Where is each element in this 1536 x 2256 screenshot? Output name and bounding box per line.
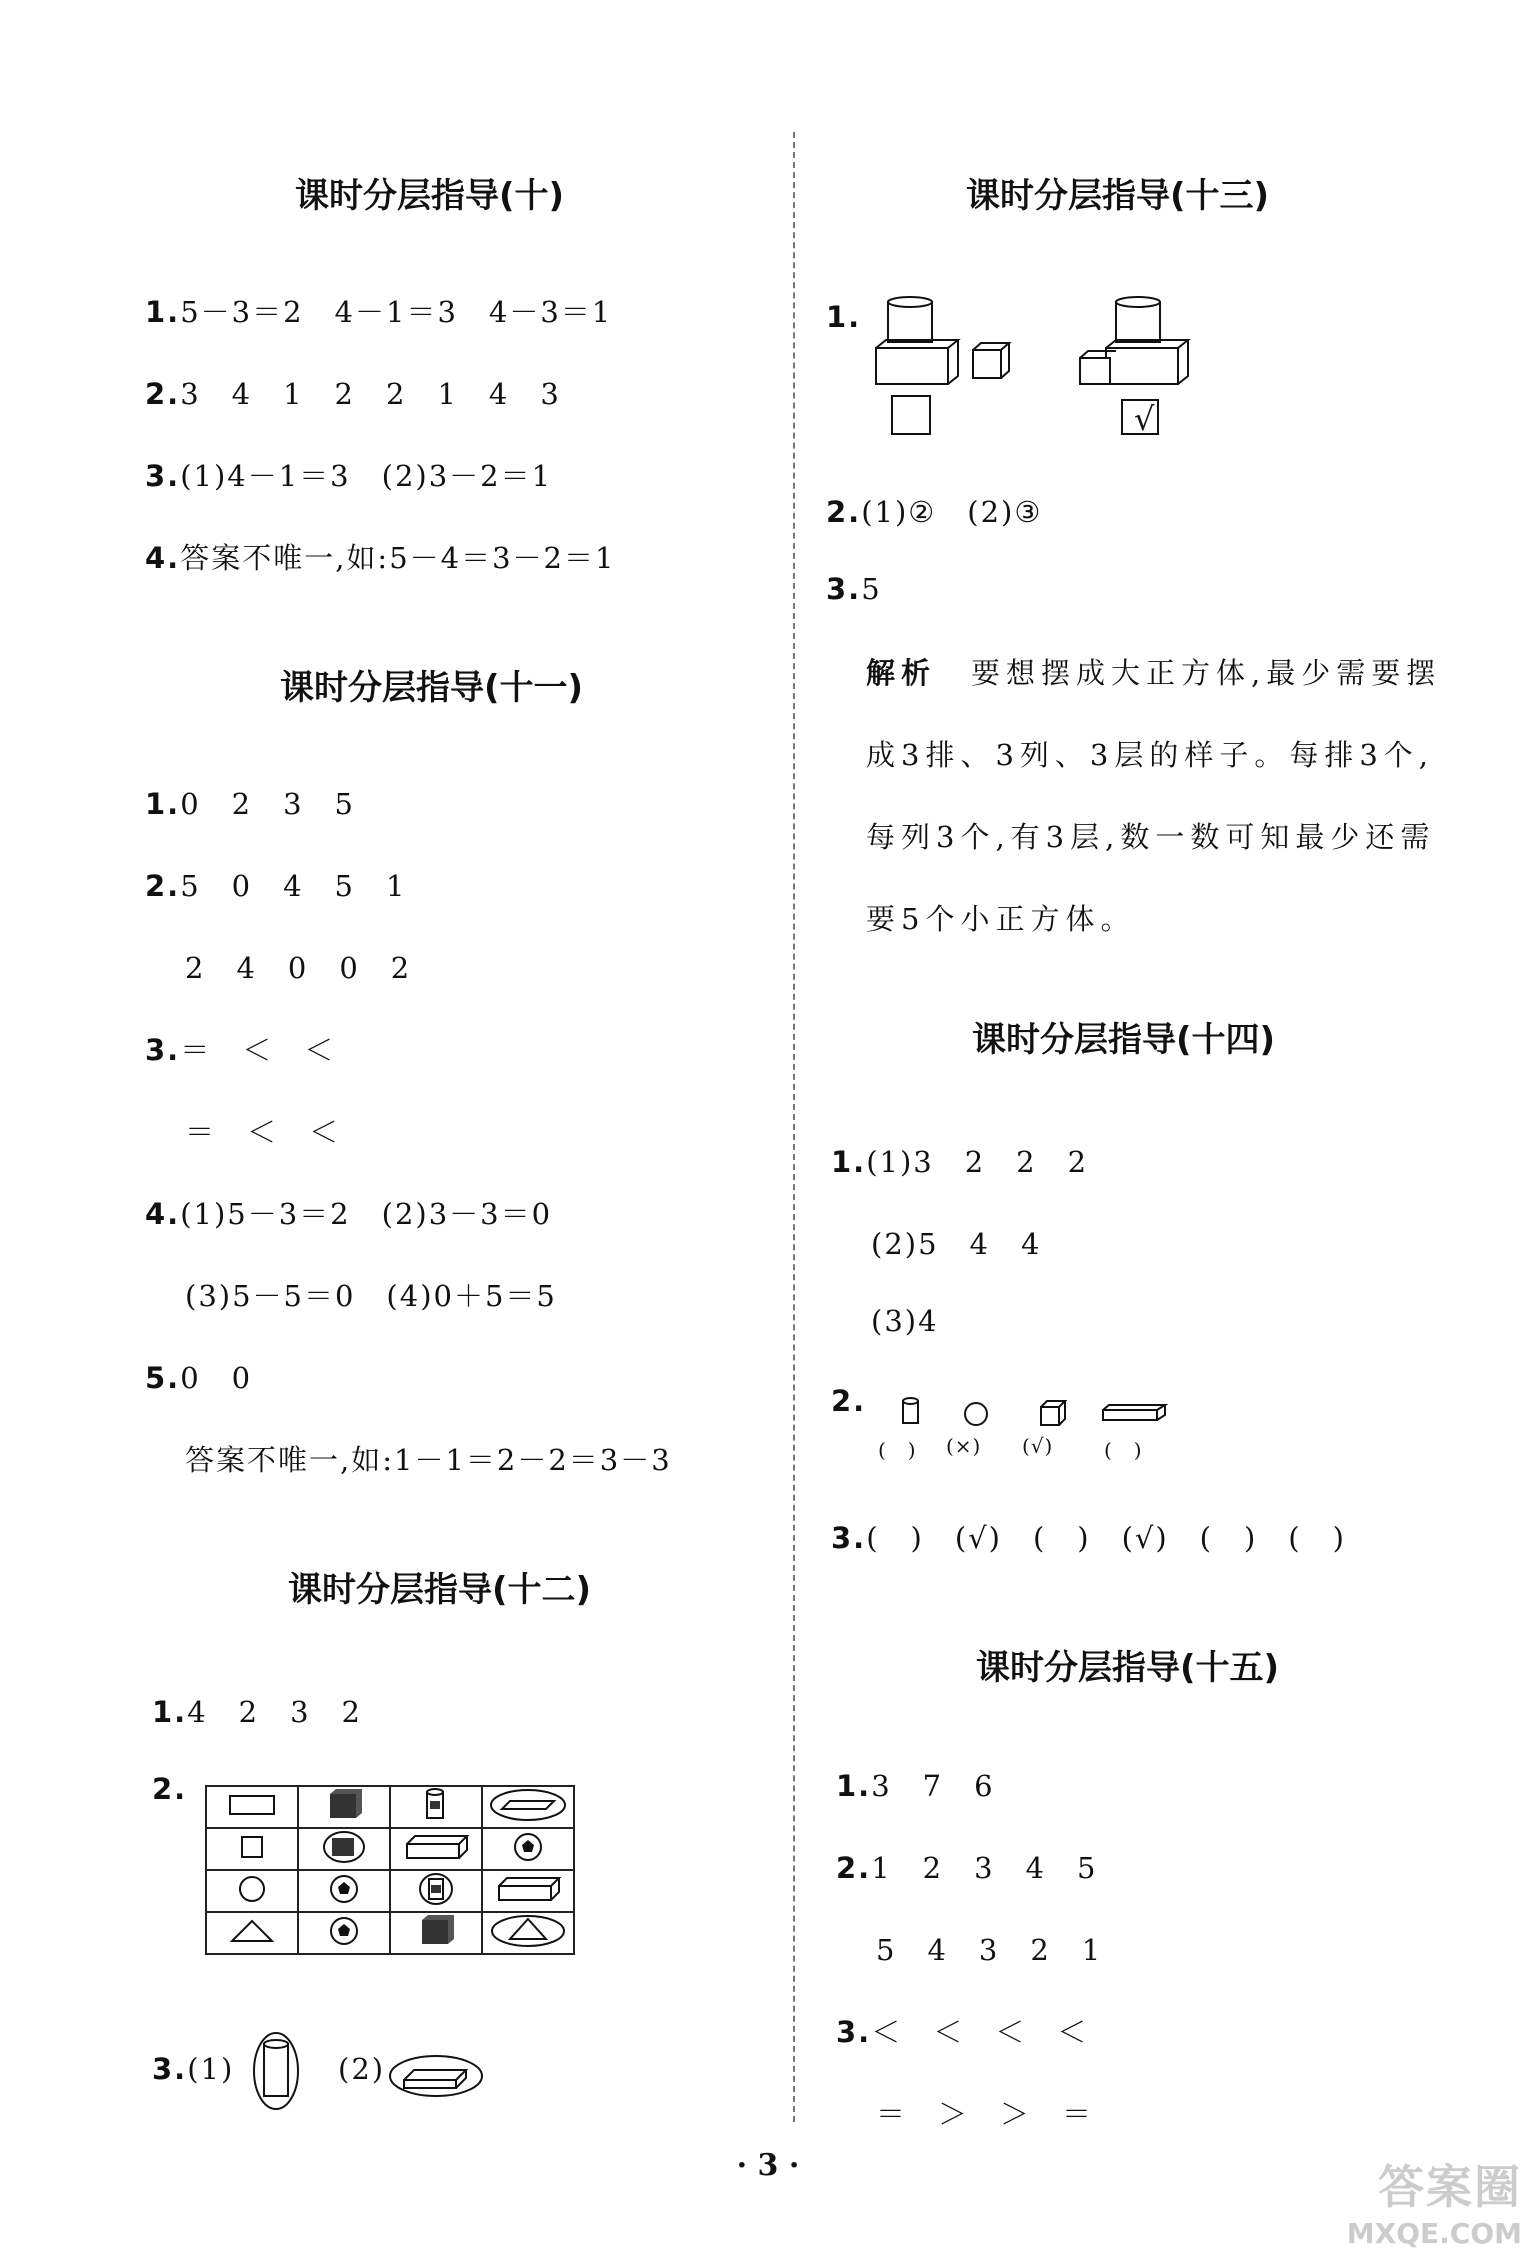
answer-line: 2. [831, 1384, 867, 1418]
answer-line: 2 4 0 0 2 [185, 951, 412, 985]
answer-line: 2.1 2 3 4 5 [836, 1851, 1098, 1885]
answer-line: 5 4 3 2 1 [876, 1933, 1103, 1967]
answer-line: ＝ ＜ ＜ [185, 1115, 341, 1149]
answer-line: 1.4 2 3 2 [152, 1695, 363, 1729]
answer-line: ＝ ＞ ＞ ＝ [876, 2097, 1094, 2131]
mark-2: (×) [946, 1434, 982, 1458]
section-title-15: 课时分层指导(十五) [976, 1648, 1280, 1688]
answer-line: 5.0 0 [145, 1361, 253, 1395]
answer-line: 1. [826, 300, 862, 334]
section-title-10: 课时分层指导(十) [295, 176, 565, 216]
watermark-logo [1347, 2151, 1522, 2250]
sphere-icon [962, 1400, 990, 1428]
section-title-14: 课时分层指导(十四) [972, 1020, 1276, 1060]
answer-line: 2.(1)② (2)③ [826, 495, 1043, 529]
ball-icon [511, 1830, 545, 1864]
explanation-paragraph: 解析 要想摆成大正方体,最少需要摆成3排、3列、3层的样子。每排3个,每列3个,有3层,数一数可知最少还需要5个小正方体。 [866, 656, 1442, 936]
section-title-13: 课时分层指导(十三) [966, 176, 1270, 216]
answer-line: 1.3 7 6 [836, 1769, 995, 1803]
answer-line: 4.(1)5－3＝2 (2)3－3＝0 [145, 1197, 553, 1231]
square-icon [237, 1832, 267, 1862]
answer-line: 1.(1)3 2 2 2 [831, 1145, 1089, 1179]
answer-line: 2. [152, 1772, 188, 1806]
mark-4: ( ) [1104, 1438, 1143, 1462]
answer-line: (2) [338, 2052, 386, 2086]
answer-line: 2.3 4 1 2 2 1 4 3 [145, 377, 561, 411]
answer-line: 3.( ) (√) ( ) (√) ( ) ( ) [831, 1521, 1346, 1555]
answer-line: (3)4 [871, 1304, 939, 1338]
cuboid-icon [493, 1874, 563, 1904]
answer-line: 3.＜ ＜ ＜ ＜ [836, 2015, 1089, 2049]
ball-icon [327, 1872, 361, 1906]
shape-classification-table [205, 1785, 575, 1955]
page-number: · 3 · [736, 2148, 800, 2183]
cuboid-icon [401, 1832, 471, 1862]
circled-cuboid-icon [386, 2052, 486, 2100]
answer-line: 3.(1) [152, 2052, 235, 2086]
oval-box-icon [488, 1787, 568, 1823]
circled-cylinder-icon [248, 2030, 304, 2112]
answer-line: 答案不唯一,如:1－1＝2－2＝3－3 [185, 1443, 672, 1477]
cube-icon [1038, 1398, 1068, 1428]
section-title-12: 课时分层指导(十二) [288, 1570, 592, 1610]
answer-line: (2)5 4 4 [871, 1227, 1042, 1261]
answer-line: (3)5－5＝0 (4)0＋5＝5 [185, 1279, 557, 1313]
watermark-line2: MXQE.COM [1346, 2217, 1522, 2250]
triangle-icon [227, 1916, 277, 1946]
cylinder-icon [900, 1396, 922, 1426]
rectangle-icon [227, 1792, 277, 1818]
answer-line: 4.答案不唯一,如:5－4＝3－2＝1 [145, 541, 616, 575]
can-icon [416, 1871, 456, 1907]
circle-icon [235, 1872, 269, 1906]
mark-3: (√) [1022, 1434, 1054, 1458]
rubik-cube-icon [322, 1830, 366, 1864]
ball-icon [327, 1914, 361, 1948]
answer-line: 3.5 [826, 572, 882, 606]
answer-line: 3.(1)4－1＝3 (2)3－2＝1 [145, 459, 553, 493]
answer-line: 3.＝ ＜ ＜ [145, 1033, 336, 1067]
watermark-line1: 答案圈 [1378, 2160, 1522, 2214]
mark-1: ( ) [878, 1438, 917, 1462]
stacked-solids-left-icon [870, 296, 980, 440]
rubik-cube-icon [416, 1914, 456, 1948]
section-title-11: 课时分层指导(十一) [280, 668, 584, 708]
can-icon [421, 1787, 451, 1823]
rubik-cube-icon [324, 1788, 364, 1822]
answer-line: 1.0 2 3 5 [145, 787, 356, 821]
answer-line: 2.5 0 4 5 1 [145, 869, 407, 903]
small-cube-icon [969, 340, 1013, 384]
column-divider [793, 132, 795, 2122]
answer-line: 1.5－3＝2 4－1＝3 4－3＝1 [145, 295, 613, 329]
check-mark: √ [1134, 400, 1157, 438]
cuboid-icon [1100, 1402, 1168, 1424]
oval-triangle-icon [488, 1913, 568, 1949]
